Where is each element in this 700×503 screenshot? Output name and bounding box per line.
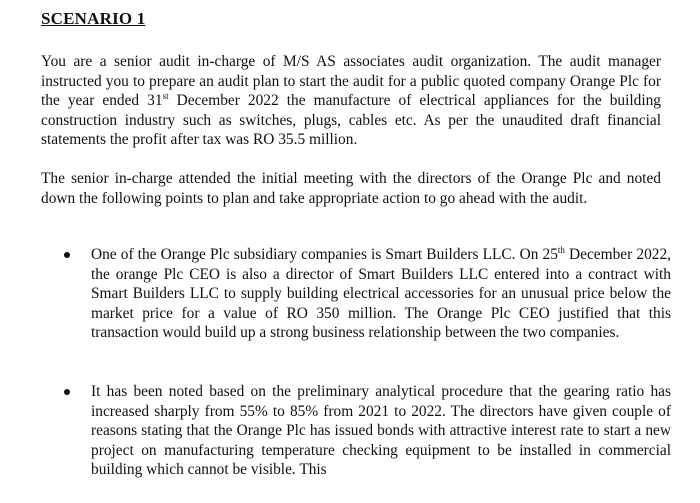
intro-text-end: December 2022 the manufacture of electrical appliances for the building construction industry such as switches, plugs, cables etc. As per the unaudited draft financial statements the profit after tax was RO 35.5 million. bbox=[41, 92, 661, 148]
bullet-text bbox=[91, 245, 671, 343]
bullet-dot-icon bbox=[64, 252, 70, 258]
bullet1-text-start: One of the Orange Plc subsidiary companies is Smart Builders LLC. On 25 bbox=[91, 246, 558, 263]
intro-paragraph bbox=[41, 52, 661, 150]
scenario-title: SCENARIO 1 bbox=[41, 9, 146, 28]
intro-ordinal-suffix: st bbox=[162, 90, 169, 101]
bullet-dot-icon bbox=[64, 389, 70, 395]
bullet-text: It has been noted based on the preliminary analytical procedure that the gearing ratio has increased sharply from 55% to 85% from 2021 to 2022. The directors have given couple of reasons stating that the Orange Plc has issued bonds with attractive interest rate to start a new project on manufacturing temperature checking equipment to be installed in commercial building which cannot be visible. This bbox=[91, 383, 671, 478]
bullet1-ordinal-suffix: th bbox=[557, 244, 565, 255]
meeting-paragraph: The senior in-charge attended the initial meeting with the directors of the Orange Plc and noted down the following points to plan and take appropriate action to go ahead with the audit. bbox=[41, 170, 661, 207]
bullet1-text-end: December 2022, the orange Plc CEO is also a director of Smart Builders LLC entered into a contract with Smart Builders LLC to supply building electrical accessories for an unusual price below the market price for a value of RO 350 million. The Orange Plc CEO justified that this transaction would build up a strong business relationship between the two companies. bbox=[91, 246, 671, 341]
intro-text-start: You are a senior audit in-charge of M/S AS associates audit organization. The audit manager instructed you to prepare an audit plan to start the audit for a public quoted company Orange Plc for the year ended 31 bbox=[41, 53, 661, 109]
